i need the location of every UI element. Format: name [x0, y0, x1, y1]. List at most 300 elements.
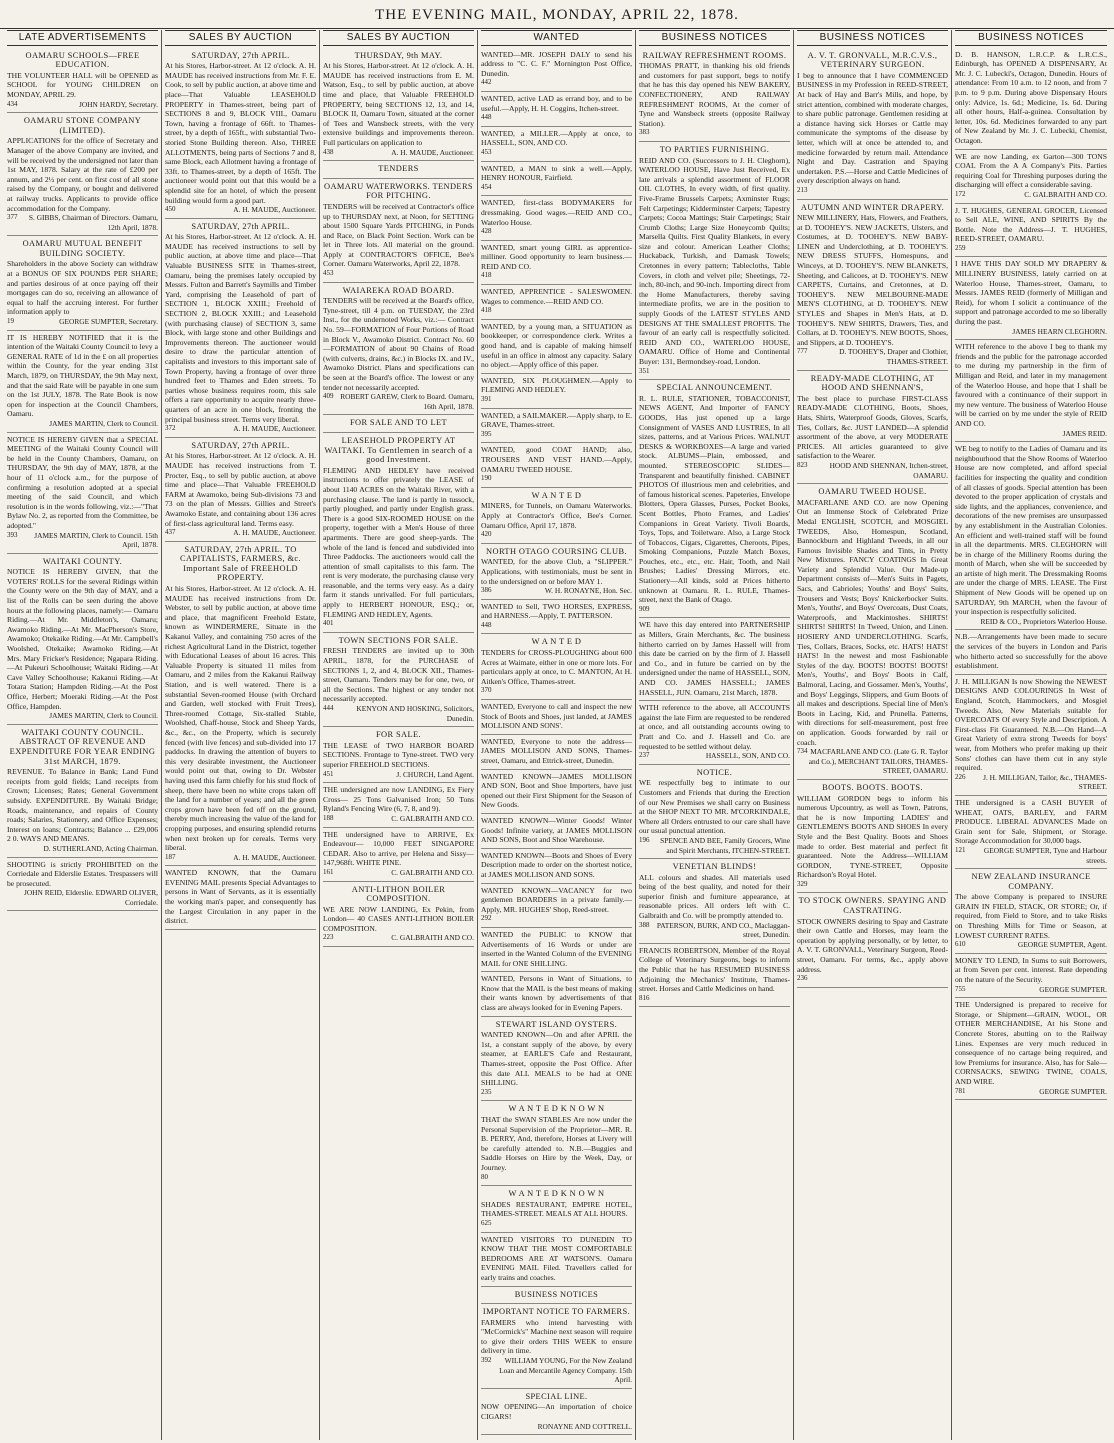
advertisement-body: WANTED KNOWN—Winter Goods! Winter Goods! Infinite variety, at JAMES MOLLISON AND SONS, Boot and Shoe Warehouse.: [481, 815, 632, 845]
advertisement-footer: [165, 205, 316, 215]
advertisement-number: 409: [323, 392, 334, 401]
advertisement-footer: [481, 686, 632, 696]
advertisement-body: SHOOTING is strictly PROHIBITED on the Corriedale and Elderslie Estates. Trespassers will be prosecuted.: [7, 859, 158, 888]
advertisement-body: SHADES RESTAURANT, EMPIRE HOTEL, THAMES-STREET. MEALS AT ALL HOURS.: [481, 1199, 632, 1219]
column-heading: WANTED: [481, 30, 632, 46]
advertisement-signature: C. GALBRAITH AND CO.: [391, 813, 474, 823]
advertisement-footer: [323, 868, 474, 878]
advertisement-signature: ROBERT GAREW, Clerk to Board. Oamaru, 16th April, 1878.: [340, 392, 474, 411]
column-5: [636, 30, 794, 1440]
advertisement-signature: SPENCE AND BEE, Family Grocers, Wine and Spirit Merchants, ITCHEN-STREET.: [660, 835, 790, 855]
advertisement: [323, 633, 474, 727]
advertisement-number: 388: [639, 920, 650, 929]
advertisement-title: NOTICE.: [696, 767, 733, 777]
advertisement: [7, 48, 158, 114]
advertisement-number: 187: [165, 852, 176, 861]
advertisement-title: WAIAREKA ROAD BOARD.: [342, 285, 455, 295]
advertisement-title: WAITAKI COUNTY.: [42, 556, 123, 566]
advertisement-body: WANTED to Sell, TWO HORSES, EXPRESS, and HARNESS.—Apply, T. PATTERSON.: [481, 601, 632, 621]
advertisement: [7, 725, 158, 858]
advertisement-number: 372: [165, 424, 176, 433]
advertisement-number: 329: [797, 879, 808, 888]
advertisement-title: TO STOCK OWNERS. SPAYING AND CASTRATING.: [798, 896, 947, 916]
advertisement-body: FRESH TENDERS are invited up to 30th APRIL, 1878, for the PURCHASE of SECTIONS 1, 2, and 4, BLOCK XII., Thames-street, Oamaru. Tenders may be for one, two, or all the Sections. The highest or any tender not necessarily accepted.: [323, 646, 474, 704]
advertisement-footer: [639, 367, 790, 377]
advertisement: [481, 1101, 632, 1186]
advertisement-signature: MACFARLANE AND CO. (Late G. R. Taylor and Co.), MERCHANT TAILORS, THAMES-STREET, OAMARU.: [808, 747, 948, 776]
advertisement: [481, 814, 632, 849]
advertisement-body: WE respectfully beg to intimate to our Customers and Friends that during the Erection of our New Premises we shall carry on Business at the SHOP NEXT TO MR. M'CORKINDALE, Where all Orders entrusted to our care shall have our usual punctual attention.: [639, 778, 790, 836]
advertisement-footer: [481, 586, 632, 596]
advertisement-body: WANTED KNOWN—On and after APRIL the 1st, a constant supply of the above, by every steamer, at EARLE'S Cafe and Restaurant, Thames-street, opposite the Post Office. After this date ALL MEALS to be had at ONE SHILLING.: [481, 1030, 632, 1088]
advertisement-footer: [639, 836, 790, 855]
advertisement-footer: [955, 940, 1107, 950]
advertisement-title: STEWART ISLAND OYSTERS.: [495, 1019, 618, 1029]
advertisement: [955, 998, 1107, 1100]
advertisement-signature: A. H. MAUDE, Auctioneer.: [233, 424, 316, 434]
advertisement-body: FARMERS who intend harvesting with "McCormick's" Machine next season will require to give their orders THIS WEEK to ensure delivery in time.: [481, 1317, 632, 1356]
advertisement-footer: [797, 974, 948, 984]
advertisement-body: WANTED, smart young GIRL as apprentice-milliner. Good opportunity to learn business.—REID AND CO.: [481, 242, 632, 271]
advertisement-number: 393: [7, 530, 18, 539]
advertisement-body: THE undersigned is a CASH BUYER of WHEAT, OATS, BARLEY, and FARM PRODUCE. LIBERAL ADVANCES Made on Grain sent for Sale, Shipment, or Storage. Storage Accommodation for 30,000 bags.: [955, 797, 1107, 846]
advertisement-body: WE beg to notify to the Ladies of Oamaru and its neighbourhood that the Show Rooms of Waterloo House are now completed, and afford special facilities for inspecting the quality and condition of all classes of goods. Special attention has been devoted to the proper application of crystals and side lights, and the appliances, convenience, and decorations of the new premises are unsurpassed by any establishment in the Australian Colonies. An efficient and well-trained staff will be found in all the departments. MRS. CLEGHORN will be in charge of the Millinery Rooms during the month of March, when she will be succeeded by an artiste of high merit. The Dressmaking Rooms are under the charge of MRS. LEASE. The First Shipment of New Goods will be opened up on SATURDAY, 9th MARCH, when the favour of your inspection is respectfully solicited.: [955, 444, 1107, 617]
advertisement-footer: [955, 429, 1107, 439]
advertisement-number: 909: [639, 604, 650, 613]
advertisement-title: OAMARU MUTUAL BENEFIT BUILDING SOCIETY.: [22, 239, 143, 258]
advertisement-signature: W. H. RONAYNE, Hon. Sec.: [544, 586, 632, 596]
advertisement-body: J. H. MILLIGAN Is now Showing the NEWEST DESIGNS AND COLOURINGS In West of England, Scotch, Hammockers, and Mosgiel Tweeds. Also, New Materials suitable for OVERCOATS Of every Style and Description. A First-class Fit Guaranteed. N.B.—On Hand—A Great Variety of extra strong Tweeds for boys' wear, from Mothers who prefer making up their Sons' clothes can have them cut in any style required.: [955, 676, 1107, 773]
advertisement-body: THE LEASE of TWO HARBOR BOARD SECTIONS. Frontage to Tyne-street. TWO very superior FREEHOLD SECTIONS.: [323, 740, 474, 769]
advertisement: [481, 162, 632, 197]
advertisement: [639, 701, 790, 765]
advertisement-body: WILLIAM GORDON begs to inform his numerous Upcountry, as well as Town, Patrons, that he is now Importing LADIES' and GENTLEMEN'S BOOTS AND SHOES In every Style and the Best Quality. Boots and Shoes made to order. Best material and perfect fit guaranteed. Note the Address—WILLIAM GORDON, TYNE-STREET, Opposite Richardson's Royal Hotel.: [797, 793, 948, 880]
advertisement-title: THURSDAY, 9th MAY.: [354, 50, 443, 60]
advertisement: [323, 48, 474, 162]
advertisement-number: 370: [481, 686, 492, 695]
advertisement-title: OAMARU TWEED HOUSE.: [818, 487, 927, 497]
advertisement-body: WANTED, active LAD as errand boy, and to be useful.—Apply, H. H. Coggins, Itchen-street.: [481, 93, 632, 113]
advertisement-number: 223: [323, 933, 334, 942]
advertisement-body: At his Stores, Harbor-street. At 12 o'clock. A. H. MAUDE has received instructions to sell by public auction, at above time and place—That Valuable BUSINESS SITE in Thames-street, Oamaru, being the premises lately occupied by Messrs. Fulton and Barrett's Saymills and Timber Yard, comprising the Leasehold of part of SECTION 1, BLOCK XXIII.; Freehold of SECTION 2, BLOCK XXIII.; and Leasehold (with purchasing clause) of SECTION 3, same Block, with large stone and other Buildings and Improvements thereon. The auctioneer would desire to draw the particular attention of capitalists and investors to this important sale of Town Property, having a frontage of over three hundred feet to Thames and Eden streets. To parties whose business requires room, this sale offers a rare opportunity to acquire nearly three-quarters of an acre in one block, fronting the principal business street. Terms very liberal.: [165, 232, 316, 424]
advertisement-title: LEASEHOLD PROPERTY AT WAITAKI. To Gentlemen in search of a good Investment.: [324, 435, 473, 465]
advertisement-signature: HOOD AND SHENNAN, Itchen-street, OAMARU.: [829, 460, 948, 480]
advertisement-title: BOOTS. BOOTS. BOOTS.: [822, 782, 923, 792]
advertisement-body: WANTED KNOWN, that the Oamaru EVENING MAIL presents Special Advantages to persons in Want of Servants, as it is essentially the working man's paper, and consequently has the Largest Circulation in any paper in the district.: [165, 868, 316, 926]
advertisement-body: MONEY TO LEND, In Sums to suit Borrowers, at from Seven per cent. interest. Rate depending on the nature of the Security.: [955, 955, 1107, 985]
advertisement-body: WE are now Landing, ex Garton—300 TONS COAL From the A A Company's Pits. Parties requiring Coal for Threshing purposes during the discharging will effect a considerable saving.: [955, 151, 1107, 190]
advertisement-body: THE undersigned are now LANDING, Ex Fiery Cross— 25 Tons Galvanised Iron; 50 Tons Ryland's Fencing Wire (6, 7, 8, and 9).: [323, 785, 474, 814]
advertisement-number: 816: [639, 993, 650, 1002]
advertisement-footer: [323, 814, 474, 824]
advertisement: [323, 783, 474, 827]
advertisement-number: 442: [481, 78, 492, 87]
advertisement-footer: [7, 888, 158, 907]
advertisement-signature: JOHN REID, Elderslie. EDWARD OLIVER, Corriedale.: [23, 888, 158, 907]
advertisement-signature: A. H. MAUDE, Auctioneer.: [391, 147, 474, 157]
advertisement-body: WANTED KNOWN—JAMES MOLLISON AND SON, Boot and Shoe Importers, have just opened out their First Shipment for the Season of New Goods.: [481, 771, 632, 810]
advertisement-body: FRANCIS ROBERTSON, Member of the Royal College of Veterinary Surgeons, begs to inform the Public that he has RESUMED BUSINESS Adjoining the Mechanics' Institute, Thames-street. Horses and Cattle Medicines on hand.: [639, 945, 790, 994]
advertisement-body: REVENUE. To Balance in Bank; Land Fund receipts from gold fields; Land receipts from Crown; Licenses; Rates; General Government subsidy. EXPENDITURE. By Waitaki Bridge; Roads, maintenance, and repairs of County roads; Salaries, Stationery, and Office Expenses; Interest on loans; Contracts; Balance ... £29,006 2 0. WAYS AND MEANS.: [7, 767, 158, 844]
advertisement-body: REID AND CO. (Successors to J. H. Cleghorn), WATERLOO HOUSE, Have Just Received, Ex late arrivals a splendid assortment of FLOOR OIL CLOTHS, In every width, of first quality. Five-Frame Brussels Carpets; Axminster Rugs; Felt Carpetings; Kidderminster Carpets; Tapestry Carpets; Cocoa Mattings; Stair Carpetings; Stair Crumb Cloths; Large Size Honeycomb Quilts; Marsella Quilts. First Quality Blankets, in every size and colour. American Leather Cloths; Huckaback, Turkish, and Damask Towels; Cretonnes in every pattern; Tablecloths, Table Covers, in cloth and velvet pile; Sheetings, 72-inch, 80-inch, and 90-inch. Importing direct from the Home Manufacturers, thereby saving intermediate profits, we are in the position to supply Goods of the LATEST STYLES AND DESIGNS AT THE SMALLEST PROFITS. The favour of an early call is respectfully solicited. REID AND CO., WATERLOO HOUSE, OAMARU. Office of Home and Continental Buyer: 131, Bermondsey-road, London.: [639, 155, 790, 366]
advertisement-number: 401: [323, 619, 334, 628]
advertisement-signature: J. CHURCH, Land Agent.: [396, 769, 474, 779]
advertisement-footer: [7, 100, 158, 110]
advertisement-signature: REID & CO., Proprietors Waterloo House.: [980, 616, 1107, 626]
advertisement: [481, 544, 632, 600]
advertisement-footer: [481, 306, 632, 316]
advertisement-number: 625: [481, 1218, 492, 1227]
advertisement: [323, 283, 474, 416]
advertisement-signature: S. GIBBS, Chairman of Directors. Oamaru, 12th April, 1878.: [28, 213, 158, 232]
advertisement-footer: [165, 424, 316, 434]
advertisement-body: WITH reference to the above, all ACCOUNTS against the late Firm are requested to be rendered at once, and all outstanding accounts owing to Pratt and Co. and J. Hassell and Co. are requested to be settled without delay.: [639, 703, 790, 751]
advertisement: [481, 1017, 632, 1102]
advertisement-body: MINERS, for Tunnels, on Oamaru Waterworks. Apply at Contractor's Office, Bee's Corner. Oamaru Office, April 17, 1878.: [481, 501, 632, 530]
advertisement-signature: A. H. MAUDE, Auctioneer.: [233, 528, 316, 538]
advertisement: [481, 634, 632, 700]
advertisement-number: 448: [481, 620, 492, 629]
advertisement-body: WANTED, a MAN to sink a well.—Apply, HENRY HONOUR, Fairfield.: [481, 163, 632, 183]
advertisement-body: WANTED, Persons in Want of Situations, to Know that the MAIL is the best means of making their wants known by advertisements of that class are always looked for in Evening Papers.: [481, 974, 632, 1013]
advertisement-footer: [323, 392, 474, 411]
column-heading: BUSINESS NOTICES: [955, 30, 1107, 46]
advertisement-number: 444: [323, 704, 334, 712]
advertisement: [481, 92, 632, 127]
advertisement-number: 235: [481, 1087, 492, 1096]
column-heading: SALES BY AUCTION: [323, 30, 474, 46]
advertisement: [481, 127, 632, 162]
column-heading: SALES BY AUCTION: [165, 30, 316, 46]
advertisement-body: WANTED, good COAT HAND; also, TROUSERS AND VEST HAND.—Apply, OAMARU TWEED HOUSE.: [481, 445, 632, 474]
advertisement-number: 190: [481, 474, 492, 483]
advertisement: [481, 241, 632, 285]
advertisement-number: 420: [481, 530, 492, 539]
advertisement-number: 453: [481, 147, 492, 156]
advertisement: [639, 380, 790, 618]
advertisement-body: THE undersigned have to ARRIVE, Ex Endeavour— 10,000 FEET SINGAPORE CEDAR. Also to arrive, per Helena and Sissy— 147,968ft. WHITE PINE.: [323, 829, 474, 868]
advertisement-number: 418: [481, 306, 492, 315]
advertisement: [481, 488, 632, 544]
advertisement-number: 451: [323, 769, 334, 778]
advertisement: [955, 340, 1107, 442]
advertisement: [323, 828, 474, 882]
advertisement: [7, 858, 158, 912]
advertisement: [323, 415, 474, 433]
advertisement-footer: [323, 148, 474, 158]
advertisement-signature: C. GALBRAITH AND CO.: [1024, 189, 1107, 199]
advertisement-body: THE Undersigned is prepared to receive for Storage, or Shipment—GRAIN, WOOL, OR OTHER MERCHANDISE, At his Stone and Concrete Stores, abutting on to the Railway Lines. Expenses are very much reduced in consequence of no cartage being required, and low Premiums for insurance. Also, has for Sale—CORNSACKS, SEWING TWINE, COALS, AND WIRE.: [955, 1000, 1107, 1086]
advertisement-footer: [481, 1088, 632, 1098]
advertisement: [955, 796, 1107, 869]
advertisement-footer: [7, 844, 158, 854]
advertisement-body: WANTED—MR. JOSEPH DALY to send his address to "C. C. F." Mornington Post Office, Dunedin.: [481, 49, 632, 78]
advertisement-number: 755: [955, 984, 966, 993]
column-heading: BUSINESS NOTICES: [797, 30, 948, 46]
advertisement-signature: GEORGE SUMPTER, Tyne and Harbour streets.: [983, 845, 1107, 865]
advertisement: [797, 48, 948, 200]
advertisement: [955, 869, 1107, 954]
advertisement: [955, 954, 1107, 998]
advertisement: [481, 849, 632, 884]
advertisement-number: 418: [481, 271, 492, 280]
advertisement-number: 823: [797, 460, 808, 469]
advertisement-signature: JAMES MARTIN, Clerk to Council.: [49, 711, 158, 721]
advertisement-signature: C. GALBRAITH AND CO.: [391, 867, 474, 877]
advertisement-body: R. L. RULE, STATIONER, TOBACCONIST, NEWS AGENT, And Importer of FANCY GOODS, Has just opened up a large Consignment of VASES AND LUSTRES, In all sizes, patterns, and at Various Prices. WALNUT DESKS & WORKBOXES—A large and varied stock. ALBUMS—Plain, embossed, and mounted. STEREOSCOPIC SLIDES—Transparent and beautifully finished. CABINET PHOTOS Of illustrious men and celebrities, and of famous historical scenes. Papeteries, Envelope Blotters, Opera Glasses, Purses, Pocket Books, Scent Bottles, Photo Frames, and Ladies' Companions in Great Variety. Tivoli Boards, Toys, Tops, and Toiletware. Also, a Large Stock of Tobaccos, Cigars, Cigarettes, Cheroots, Pipes, Smoking Companions, Puzzle Match Boxes, Pouches, etc., etc., etc. Hair, Tooth, and Nail Brushes; Ladies' Dressing Mirrors, etc. Stationery—All kinds, sold at Prices hitherto unknown at Oamaru. R. L. RULE, Thames-street, next the Bank of Otago.: [639, 393, 790, 605]
advertisement-footer: [7, 317, 158, 327]
column-2: [162, 30, 320, 1440]
advertisement-signature: JAMES REID.: [1062, 428, 1107, 438]
advertisement: [481, 374, 632, 409]
advertisement-number: 392: [481, 1356, 492, 1365]
advertisement-number: 161: [323, 867, 334, 876]
advertisement-body: The above Company is prepared to INSURE GRAIN IN FIELD, STACK, OR STORE; Or, if required, from Field to Store, and to take Risks on Threshing Mills for Time or Season, at LOWEST CURRENT RATES.: [955, 892, 1107, 940]
advertisement-title: TENDERS: [378, 164, 419, 174]
advertisement-signature: GEORGE SUMPTER.: [1039, 984, 1107, 994]
column-heading: LATE ADVERTISEMENTS: [7, 30, 158, 46]
advertisement-body: WE have this day entered into PARTNERSHIP as Millers, Grain Merchants, &c. The business hitherto carried on by James Hassell will from this date be carried on by the firm of J. Hassell and Co., and in future be carried on by the undersigned under the name of HASSELL, SON, AND CO. JAMES HASSELL; JAMES HASSELL, JUN. Oamaru, 21st March, 1878.: [639, 620, 790, 697]
advertisement-footer: [7, 419, 158, 429]
advertisement-body: APPLICATIONS for the office of Secretary and Manager of the above Company are invited, and will be received by the undersigned not later than 1st MAY, 1878. Salary at the rate of £200 per annum, and 2½ per cent. on first cost of all stone raised by the Company, or bought and delivered at railway trucks. Applicants to provide office accommodation for the Company.: [7, 136, 158, 213]
advertisement: [165, 542, 316, 867]
advertisement-footer: [955, 327, 1107, 337]
advertisement-footer: [797, 186, 948, 196]
advertisement: [323, 882, 474, 948]
advertisement-number: 453: [323, 269, 334, 278]
advertisement-number: 395: [481, 429, 492, 438]
column-6: [794, 30, 952, 1440]
advertisement-title: OAMARU WATERWORKS. TENDERS FOR PITCHING.: [324, 181, 473, 201]
advertisement: [7, 236, 158, 330]
advertisement-footer: [481, 1422, 632, 1432]
advertisement-number: 610: [955, 940, 966, 949]
advertisement-body: WE ARE NOW LANDING, Ex Pekin, from London— 40 CASES ANTI-LITHON BOILER COMPOSITION.: [323, 904, 474, 933]
column-1: [4, 30, 162, 1440]
advertisement-number: 292: [481, 914, 492, 923]
advertisement-title: SPECIAL LINE.: [525, 1391, 588, 1401]
advertisement-title: OAMARU STONE COMPANY (LIMITED).: [23, 116, 142, 135]
advertisement-number: 777: [797, 347, 808, 356]
advertisement-number: 386: [481, 586, 492, 595]
column-3: [320, 30, 478, 1440]
advertisement-signature: KENYON AND HOSKING, Solicitors, Dunedin.: [356, 704, 474, 723]
advertisement: [165, 219, 316, 438]
advertisement-number: 188: [323, 813, 334, 822]
advertisement: [323, 727, 474, 783]
advertisement-number: 450: [165, 205, 176, 214]
advertisement-body: TENDERS for CROSS-PLOUGHING about 600 Acres at Waimate, either in one or more lots. For particulars apply at once, to C. MANTON, At H. Aitken's Office, Thames-street.: [481, 648, 632, 686]
advertisement-title: WAITAKI COUNTY COUNCIL. ABSTRACT OF REVENUE AND EXPENDITURE FOR YEAR ENDING 31st MARCH, 1879.: [9, 727, 156, 766]
advertisement-title: SPECIAL ANNOUNCEMENT.: [656, 383, 773, 393]
advertisement-body: WANTED, by a young man, a SITUATION as bookkeeper, or correspondence clerk. Writes a good hand, and is capable of making himself useful in an office in almost any capacity. Salary no object.—Apply office of this paper.: [481, 321, 632, 370]
advertisement: [955, 257, 1107, 340]
advertisement-signature: JOHN HARDY, Secretary.: [78, 99, 158, 109]
advertisement-footer: [797, 347, 948, 366]
advertisement: [639, 944, 790, 1008]
advertisement-title: FOR SALE AND TO LET: [349, 418, 448, 428]
advertisement: [955, 150, 1107, 204]
advertisement-number: 19: [7, 317, 14, 326]
advertisement: [481, 928, 632, 972]
advertisement-footer: [7, 531, 158, 550]
advertisement-body: NOTICE IS HEREBY GIVEN, that the VOTERS' ROLLS for the several Ridings within the County were on the 9th day of MAY, and a list of the Rolls can be seen during the above hours at the following places, namely:— Oamaru Riding.—At Mr. Middleton's, Oamaru; Awamoko Riding.—At Mr. MacPherson's Store, Awamoko; Otekaike Riding.—At Mr. Campbell's Woolshed, Otekaike; Awamoko Riding.—At Mrs. Mary Fricker's Residence; Ngapara Riding.—At Pukeuri Schoolhouse; Waitaki Riding.—At Cave Valley Schoolhouse; Kakanui Riding.—At Totara Station; Hampden Riding.—At the Post Office, Herbert; Moeraki Riding.—At the Post Office, Hampden.: [7, 567, 158, 711]
advertisement-body: TENDERS will be received at the Board's office, Tyne-street, till 4 p.m. on TUESDAY, the 23rd Inst., for the undernoted Works, viz.:— Contract No. 59—FORMATION of Four Portions of Road in Block V., Awamoko District. Contract No. 60—FORMATION of about 90 Chains of Road (with culverts, drains, &c.) in Blocks IX. and IV., Awamoko District. Plans and specifications can be seen at the Board's office. The lowest or any tender not necessarily accepted.: [323, 296, 474, 392]
advertisement-body: THE VOLUNTEER HALL will be OPENED as SCHOOL for YOUNG CHILDREN on MONDAY, APRIL 29.: [7, 70, 158, 99]
advertisement-footer: [481, 78, 632, 88]
advertisement: [481, 443, 632, 487]
advertisement-footer: [797, 461, 948, 480]
advertisement-body: WANTED KNOWN—Boots and Shoes of Every Description made to order on the shortest notice, at JAMES MOLLISON AND SONS.: [481, 850, 632, 879]
advertisement-footer: [481, 271, 632, 281]
advertisement-title: OAMARU SCHOOLS—FREE EDUCATION.: [25, 50, 140, 70]
advertisement: [481, 48, 632, 92]
advertisement-title: W A N T E D K N O W N: [508, 1189, 605, 1199]
advertisement-number: 236: [797, 974, 808, 983]
advertisement-number: 213: [797, 185, 808, 194]
advertisement: [639, 859, 790, 944]
advertisement-body: WANTED, SIX PLOUGHMEN.—Apply to FLEMING AND HEDLEY.: [481, 375, 632, 395]
advertisement-footer: [165, 853, 316, 863]
advertisement-body: THAT the SWAN STABLES Are now under the Personal Supervision of the Proprietor—MR. R. B. PERRY, And, therefore, Horses at Livery will be carefully attended to. N.B.—Buggies and Saddle Horses on Hire by the Week, Day, or Journey.: [481, 1115, 632, 1172]
advertisement-body: WANTED the PUBLIC to KNOW that Advertisements of 16 Words or under are inserted in the Wanted Column of the EVENING MAIL for ONE SHILLING.: [481, 929, 632, 968]
advertisement-body: NOW OPENING—An importation of choice CIGARS!: [481, 1402, 632, 1422]
advertisement-body: WANTED, a SAILMAKER.—Apply sharp, to E. GRAVE, Thames-street.: [481, 410, 632, 430]
advertisement-number: 383: [639, 128, 650, 137]
advertisement-signature: D. SUTHERLAND, Acting Chairman.: [43, 843, 158, 853]
advertisement-body: NEW MILLINERY, Hats, Flowers, and Feathers, at D. TOOHEY'S. NEW JACKETS, Ulsters, and Costumes, at D. TOOHEY'S. NEW BABY-LINEN and Underclothing, at D. TOOHEY'S. NEW DRESS STUFFS, Homespuns, and Winceys, at D. TOOHEY'S. NEW BLANKETS, Sheeting, and Calicoes, at D. TOOHEY'S. NEW CARPETS, Curtains, and Cretonnes, at D. TOOHEY'S. NEW MELBOURNE-MADE MEN'S CLOTHING, at D. TOOHEY'S. NEW STYLES and Shapes in Men's Hats, at D. TOOHEY'S. NEW SHIRTS, Drawers, Ties, and Collars, at D. TOOHEY'S. NEW BOOTS, Shoes, and Slippers, at D. TOOHEY'S.: [797, 213, 948, 347]
advertisement-title: W A N T E D: [531, 637, 582, 647]
advertisement-footer: [955, 244, 1107, 254]
advertisement: [481, 1389, 632, 1435]
advertisement-footer: [639, 921, 790, 940]
advertisement-number: 351: [639, 366, 650, 375]
advertisement-body: WANTED, for the above Club, a "SLIPPER." Applications, with testimonials, must be sent in to the undersigned on or before MAY 1.: [481, 557, 632, 586]
advertisement-footer: [797, 747, 948, 776]
advertisement: [481, 1233, 632, 1287]
advertisement-signature: A. H. MAUDE, Auctioneer.: [233, 205, 316, 215]
advertisement-footer: [639, 751, 790, 761]
advertisement-body: WANTED, Everyone to call and inspect the new Stock of Boots and Shoes, just landed, at JAMES MOLLISON AND SONS'.: [481, 702, 632, 731]
advertisement-number: 734: [797, 747, 808, 756]
advertisement-signature: JAMES MARTIN, Clerk to Council.: [49, 418, 158, 428]
column-4: [478, 30, 636, 1440]
advertisement-signature: GEORGE SUMPTER.: [1039, 1086, 1107, 1096]
advertisement-title: TO PARTIES FURNISHING.: [659, 144, 770, 154]
advertisement-footer: [323, 269, 474, 279]
advertisement: [481, 409, 632, 444]
advertisement-number: 121: [955, 845, 966, 854]
advertisement-footer: [165, 528, 316, 538]
advertisement-footer: [481, 1356, 632, 1385]
advertisement-body: TENDERS will be received at Contractor's office up to THURSDAY next, at Noon, for SETTING about 1500 Square Yards PITCHING, in Ponds and Race, on Black Point Section. Work can be let in Three lots. All material on the ground. Apply at CONTRACTOR'S OFFICE, Bee's Corner. Oamaru Waterworks, April 22, 1878.: [323, 201, 474, 269]
advertisement-body: WANTED, Everyone to note the address—JAMES MOLLISON AND SONS, Thames-street, Oamaru, and Ettrick-street, Dunedin.: [481, 736, 632, 765]
advertisement-signature: D. TOOHEY'S, Draper and Clothier, THAMES-STREET.: [839, 347, 948, 366]
advertisement: [481, 884, 632, 928]
advertisement-number: 237: [639, 751, 650, 760]
advertisement-footer: [481, 395, 632, 405]
advertisement-body: WANTED, a MILLER.—Apply at once, to HASSELL, SON, AND CO.: [481, 128, 632, 148]
advertisement-signature: JAMES HEARN CLEGHORN.: [1012, 326, 1107, 336]
advertisement-body: IT IS HEREBY NOTIFIED that it is the intention of the Waitaki County Council to levy a GENERAL RATE of 1d in the £ on all properties within the County, for the year ending 31st March, 1879, on THURSDAY, the 9th May next, and that the said Rate will be payable in one sum on the 1st JULY, 1878. The Rate Book is now open for inspection at the Council Chambers, Oamaru.: [7, 332, 158, 419]
advertisement: [481, 1304, 632, 1389]
newspaper-page: [4, 30, 1110, 1440]
advertisement-title: W A N T E D: [531, 490, 582, 500]
advertisement-number: 172: [955, 189, 966, 198]
advertisement-number: 196: [639, 835, 650, 844]
advertisement-number: 454: [481, 182, 492, 191]
advertisement-body: Shareholders in the above Society can withdraw at a BONUS OF SIX POUNDS PER SHARE; and parties desirous of at once paying off their mortgages can do so, receiving an allowance of equal to half the accruing interest. For further information apply to: [7, 259, 158, 317]
advertisement-body: At his Stores, Harbor-street. At 12 o'clock. A. H. MAUDE has received instructions from T. Procter, Esq., to sell by public auction, at above time and place—That Valuable FREEHOLD FARM at Awamoko, being Sub-divisions 73 and 73 on the plan of Messrs. Gillies and Street's Awamoko Estate, and containing about 136 acres of first-class agricultural land. Terms easy.: [165, 451, 316, 528]
advertisement-footer: [481, 227, 632, 237]
advertisement: [165, 48, 316, 219]
advertisement: [323, 179, 474, 283]
advertisement: [955, 48, 1107, 150]
advertisement-body: NOTICE IS HEREBY GIVEN that a SPECIAL MEETING of the Waitaki County Council will be held in the County Chambers, Oamaru, on THURSDAY, the 9th day of MAY, 1878, at the hour of 11 o'clock a.m., for the purpose of confirming a resolution adopted at a special meeting of the said Council, and which resolution is in the words following, viz.:—"That Bylaw No. 2, as reported from the Committee, be adopted.": [7, 434, 158, 530]
advertisement: [323, 161, 474, 179]
advertisement-title: NORTH OTAGO COURSING CLUB.: [486, 546, 627, 556]
advertisement: [639, 618, 790, 701]
advertisement-footer: [481, 148, 632, 158]
advertisement-footer: [481, 113, 632, 123]
advertisement-footer: [481, 1219, 632, 1229]
advertisement-number: 377: [7, 213, 18, 222]
advertisement-footer: [797, 880, 948, 890]
advertisement: [955, 442, 1107, 630]
advertisement-footer: [323, 933, 474, 943]
advertisement: [955, 675, 1107, 796]
column-7: [952, 30, 1110, 1440]
advertisement-title: NEW ZEALAND INSURANCE COMPANY.: [971, 872, 1091, 891]
advertisement: [165, 866, 316, 930]
advertisement-footer: [481, 474, 632, 484]
advertisement-footer: [639, 994, 790, 1004]
advertisement-signature: RONAYNE AND COTTRELL.: [537, 1421, 632, 1431]
advertisement-number: 428: [481, 227, 492, 236]
advertisement-footer: [481, 914, 632, 924]
advertisement: [797, 371, 948, 485]
advertisement-body: WANTED, APPRENTICE - SALESWOMEN. Wages to commence.—REID AND CO.: [481, 287, 632, 306]
advertisement-body: WANTED, first-class BODYMAKERS for dressmaking. Good wages.—REID AND CO., Waterloo House.: [481, 198, 632, 227]
advertisement: [797, 893, 948, 987]
advertisement-number: 226: [955, 772, 966, 781]
advertisement-signature: GEORGE SUMPTER, Agent.: [1017, 940, 1107, 950]
advertisement: [481, 735, 632, 770]
advertisement: [955, 630, 1107, 674]
advertisement-signature: J. H. MILLIGAN, Tailor, &c., THAMES-STREET.: [983, 772, 1107, 792]
advertisement: [7, 331, 158, 433]
advertisement-body: N.B.—Arrangements have been made to secure the services of the buyers in London and Paris who hitherto acted so successfully for the above establishment.: [955, 632, 1107, 671]
advertisement-body: WANTED VISITORS TO DUNEDIN TO KNOW THAT THE MOST COMFORTABLE BEDROOMS ARE AT WATSON'S. Oamaru EVENING MAIL Filed. Travellers called for early trains and coaches.: [481, 1234, 632, 1282]
advertisement-number: 781: [955, 1086, 966, 1095]
advertisement-footer: [323, 704, 474, 723]
advertisement-number: 434: [7, 99, 18, 108]
advertisement-footer: [481, 183, 632, 193]
advertisement-body: I HAVE THIS DAY SOLD MY DRAPERY & MILLINERY BUSINESS, lately carried on at Waterloo House, Thames-street, Oamaru, to Messrs. JAMES REID (formerly of Milligan and Reid), for whom I solicit a continuance of the support and patronage accorded to me so liberally during the past.: [955, 259, 1107, 327]
advertisement-body: FLEMING AND HEDLEY have received instructions to offer privately the LEASE of about 1140 ACRES on the Waitaki River, with a purchasing clause. The land is partly in tussock, partly ploughed, and partly under English grass. There is a good SIX-ROOMED HOUSE on the property, together with a Men's House of three apartments. There are good sheep-yards. The whole of the land is fenced and subdivided into Three Paddocks. The auctioneers would call the attention of small capitalists to this farm. The rent is very moderate, the purchasing clause very reasonable, and the terms very easy. As a dairy farm it stands unrivalled. For full particulars, apply to HERBERT HONOUR, ESQ.; or, FLEMING AND HEDLEY, Agents.: [323, 465, 474, 619]
advertisement: [481, 770, 632, 814]
advertisement: [165, 438, 316, 542]
advertisement-title: ANTI-LITHON BOILER COMPOSITION.: [351, 884, 446, 904]
advertisement-title: TOWN SECTIONS FOR SALE.: [338, 635, 459, 645]
advertisement-footer: [7, 711, 158, 721]
advertisement-signature: PATERSON, BURK, AND CO., Maclaggan-street, Dunedin.: [656, 920, 790, 940]
advertisement-signature: C. GALBRAITH AND CO.: [391, 933, 474, 943]
advertisement: [481, 700, 632, 735]
masthead: THE EVENING MAIL, MONDAY, APRIL 22, 1878.: [0, 0, 1114, 29]
advertisement: [481, 972, 632, 1016]
advertisement-number: 391: [481, 395, 492, 403]
